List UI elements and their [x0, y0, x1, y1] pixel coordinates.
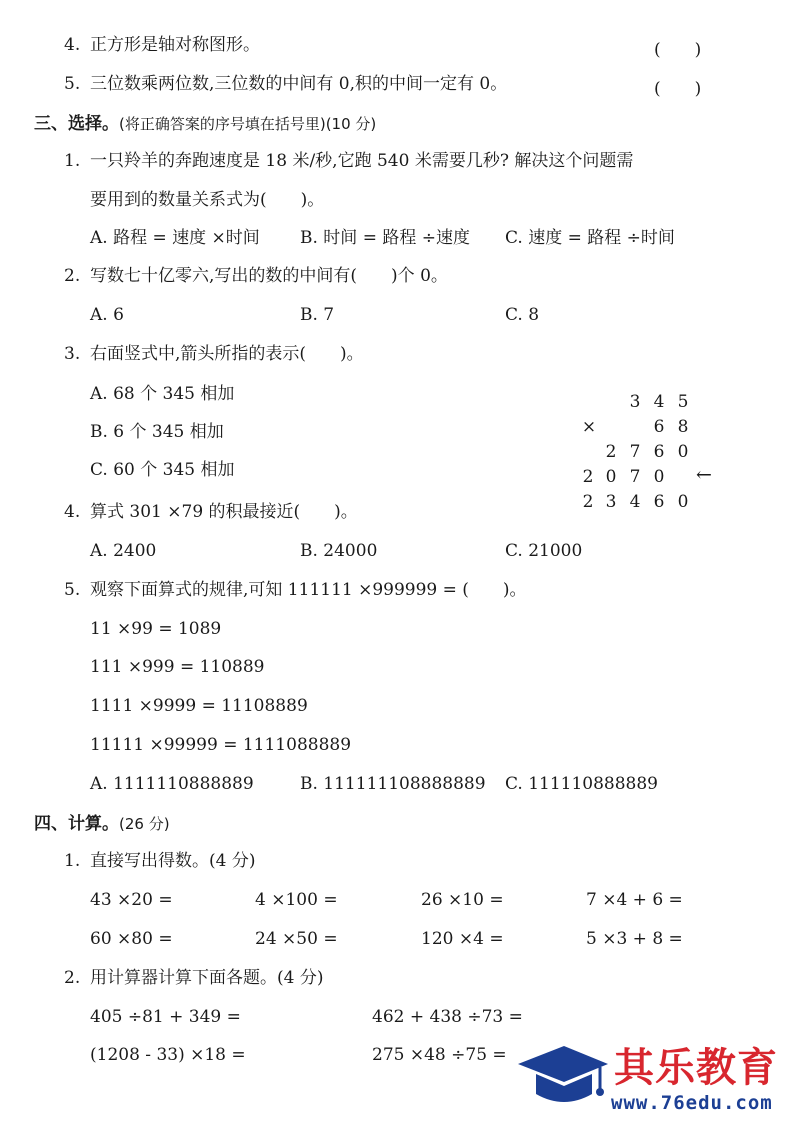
q4-1-text: 直接写出得数。(4 分)	[90, 851, 256, 871]
judge-item-5-text: 三位数乘两位数,三位数的中间有 0,积的中间一定有 0。	[90, 74, 508, 94]
q3-4-text: 算式 301 ×79 的积最接近( )。	[90, 502, 358, 522]
watermark-name: 其乐教育	[614, 1045, 778, 1091]
q3-3-number: 3.	[64, 344, 81, 364]
q3-5-option-b[interactable]: B. 111111108888889	[300, 774, 486, 794]
q3-3-text: 右面竖式中,箭头所指的表示( )。	[90, 344, 364, 364]
section-3-note: (将正确答案的序号填在括号里)(10 分)	[119, 115, 377, 133]
q3-3-option-c[interactable]: C. 60 个 345 相加	[90, 460, 235, 480]
section-4-title: 四、计算。	[34, 814, 119, 834]
section-4-heading	[34, 816, 170, 833]
graduation-cap-icon	[512, 1038, 612, 1118]
q3-2-option-c[interactable]: C. 8	[505, 305, 540, 325]
q3-4-option-c[interactable]: C. 21000	[505, 541, 583, 561]
q4-1-number: 1.	[64, 851, 81, 871]
q4-2-r2-expr-1: (1208 - 33) ×18 =	[90, 1045, 246, 1065]
q4-1-r2-expr-1: 60 ×80 =	[90, 929, 173, 949]
section-3-title: 三、选择。	[34, 114, 119, 134]
q3-5-pattern-3: 1111 ×9999 = 11108889	[90, 696, 308, 716]
q3-5-number: 5.	[64, 580, 81, 600]
section-3-heading	[34, 116, 376, 133]
q4-1-r1-expr-1: 43 ×20 =	[90, 890, 173, 910]
q4-1-r1-expr-3: 26 ×10 =	[421, 890, 504, 910]
q3-5-pattern-4: 11111 ×99999 = 1111088889	[90, 735, 352, 755]
judge-item-4-answer-paren[interactable]: ( )	[654, 40, 702, 60]
q3-5-pattern-1: 11 ×99 = 1089	[90, 619, 222, 639]
q3-5-option-c[interactable]: C. 111110888889	[505, 774, 658, 794]
section-4-note: (26 分)	[119, 815, 170, 833]
q3-1-option-c[interactable]: C. 速度 = 路程 ÷时间	[505, 228, 675, 248]
q3-1-option-b[interactable]: B. 时间 = 路程 ÷速度	[300, 228, 470, 248]
q4-2-number: 2.	[64, 968, 81, 988]
q3-2-number: 2.	[64, 266, 81, 286]
judge-item-4-text: 正方形是轴对称图形。	[90, 35, 260, 55]
q3-2-option-b[interactable]: B. 7	[300, 305, 335, 325]
q4-1-r2-expr-4: 5 ×3 + 8 =	[586, 929, 683, 949]
q4-2-r2-expr-2: 275 ×48 ÷75 =	[372, 1045, 507, 1065]
watermark-url: www.76edu.com	[611, 1092, 773, 1114]
q3-5-option-a[interactable]: A. 1111110888889	[90, 774, 254, 794]
q4-2-r1-expr-1: 405 ÷81 + 349 =	[90, 1007, 241, 1027]
q3-3-option-a[interactable]: A. 68 个 345 相加	[90, 384, 235, 404]
q4-1-r1-expr-4: 7 ×4 + 6 =	[586, 890, 683, 910]
q3-1-number: 1.	[64, 151, 81, 171]
q3-5-text: 观察下面算式的规律,可知 111111 ×999999 = ( )。	[90, 580, 527, 600]
q3-1-line2: 要用到的数量关系式为( )。	[90, 190, 325, 210]
q3-4-number: 4.	[64, 502, 81, 522]
q3-2-text: 写数七十亿零六,写出的数的中间有( )个 0。	[90, 266, 448, 286]
q3-4-option-b[interactable]: B. 24000	[300, 541, 378, 561]
q3-3-option-b[interactable]: B. 6 个 345 相加	[90, 422, 224, 442]
q4-2-r1-expr-2: 462 + 438 ÷73 =	[372, 1007, 523, 1027]
q3-1-option-a[interactable]: A. 路程 = 速度 ×时间	[90, 228, 260, 248]
q3-5-pattern-2: 111 ×999 = 110889	[90, 657, 265, 677]
judge-item-4-number: 4.	[64, 35, 81, 55]
q4-1-r1-expr-2: 4 ×100 =	[255, 890, 338, 910]
watermark-logo	[512, 1038, 787, 1118]
q3-4-option-a[interactable]: A. 2400	[90, 541, 157, 561]
vm-arrow-icon: ←	[696, 464, 712, 486]
q3-2-option-a[interactable]: A. 6	[90, 305, 124, 325]
q4-2-text: 用计算器计算下面各题。(4 分)	[90, 968, 324, 988]
q3-1-line1: 一只羚羊的奔跑速度是 18 米/秒,它跑 540 米需要几秒? 解决这个问题需	[90, 151, 634, 171]
judge-item-5-number: 5.	[64, 74, 81, 94]
q4-1-r2-expr-3: 120 ×4 =	[421, 929, 504, 949]
judge-item-5-answer-paren[interactable]: ( )	[654, 79, 702, 99]
q4-1-r2-expr-2: 24 ×50 =	[255, 929, 338, 949]
